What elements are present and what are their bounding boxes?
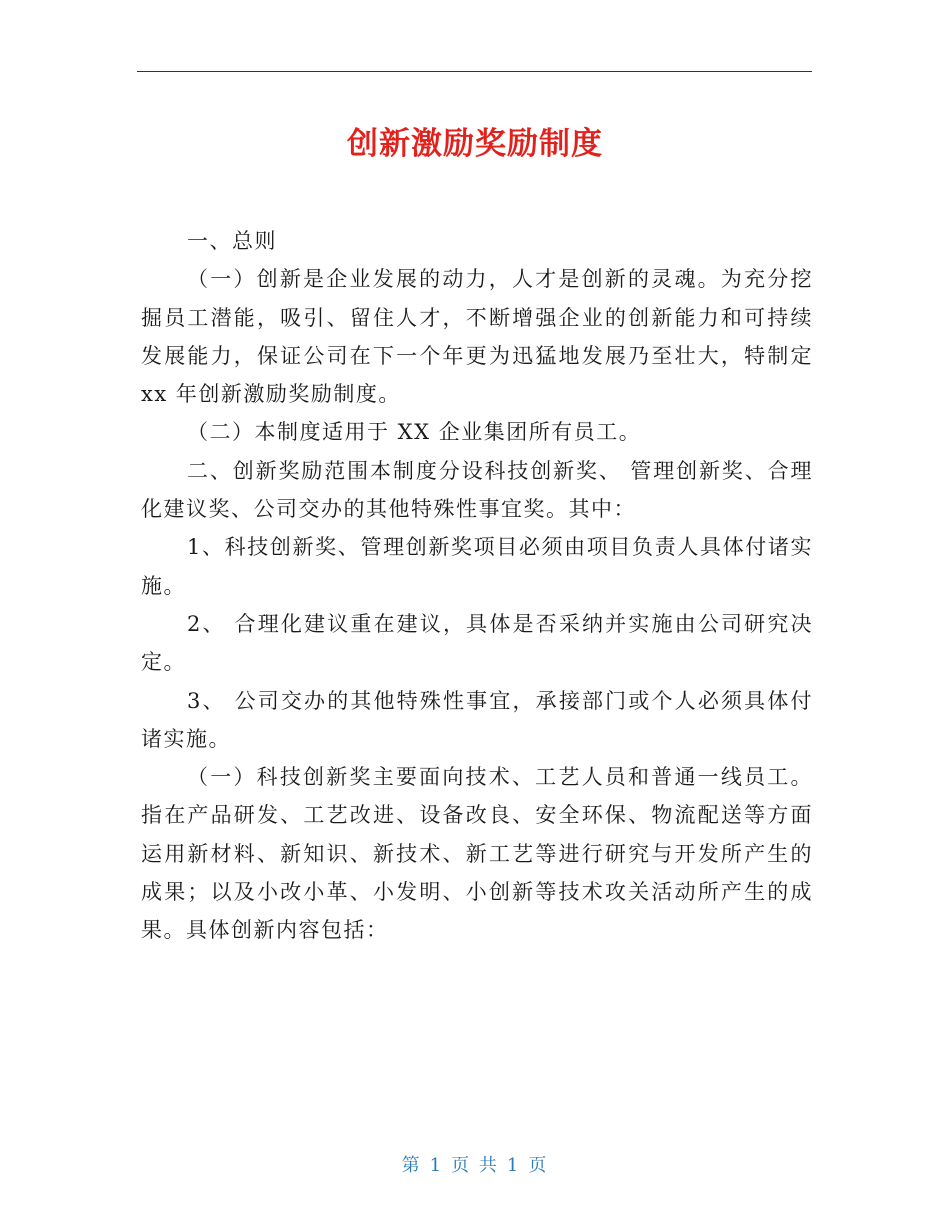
footer-current-page: 1 [429, 1155, 444, 1176]
footer-total-pages: 1 [506, 1155, 521, 1176]
paragraph-scope: （二）本制度适用于 XX 企业集团所有员工。 [187, 420, 642, 445]
header-rule [137, 71, 812, 72]
list-item-3: 3、 公司交办的其他特殊性事宜，承接部门或个人必须具体付诸实施。 [141, 688, 813, 751]
footer-middle: 页 共 [451, 1155, 499, 1176]
page-footer [0, 1151, 950, 1177]
document-title: 创新激励奖励制度 [347, 126, 603, 162]
footer-prefix: 第 [401, 1155, 422, 1176]
list-item-1: 1、科技创新奖、管理创新奖项目必须由项目负责人具体付诸实施。 [141, 535, 813, 598]
footer-suffix: 页 [528, 1155, 549, 1176]
paragraph-innovation-purpose: （一）创新是企业发展的动力，人才是创新的灵魂。为充分挖掘员工潜能，吸引、留住人才，不断增强企业的创新能力和可持续发展能力，保证公司在下一个年更为迅猛地发展乃至壮大，特制定 xx 年创新激励奖励制度。 [141, 267, 813, 407]
list-item-2: 2、 合理化建议重在建议，具体是否采纳并实施由公司研究决定。 [141, 611, 813, 675]
document-body [141, 222, 813, 950]
paragraph-tech-innovation-award: （一）科技创新奖主要面向技术、工艺人员和普通一线员工。指在产品研发、工艺改进、设备改良、安全环保、物流配送等方面运用新材料、新知识、新技术、新工艺等进行研究与开发所产生的成果；以及小改小革、小发明、小创新等技术攻关活动所产生的成果。具体创新内容包括： [141, 765, 813, 943]
paragraph-award-range: 二、创新奖励范围本制度分设科技创新奖、 管理创新奖、合理化建议奖、公司交办的其他特殊性事宜奖。其中： [141, 458, 813, 522]
section-heading-general: 一、总则 [187, 229, 277, 253]
